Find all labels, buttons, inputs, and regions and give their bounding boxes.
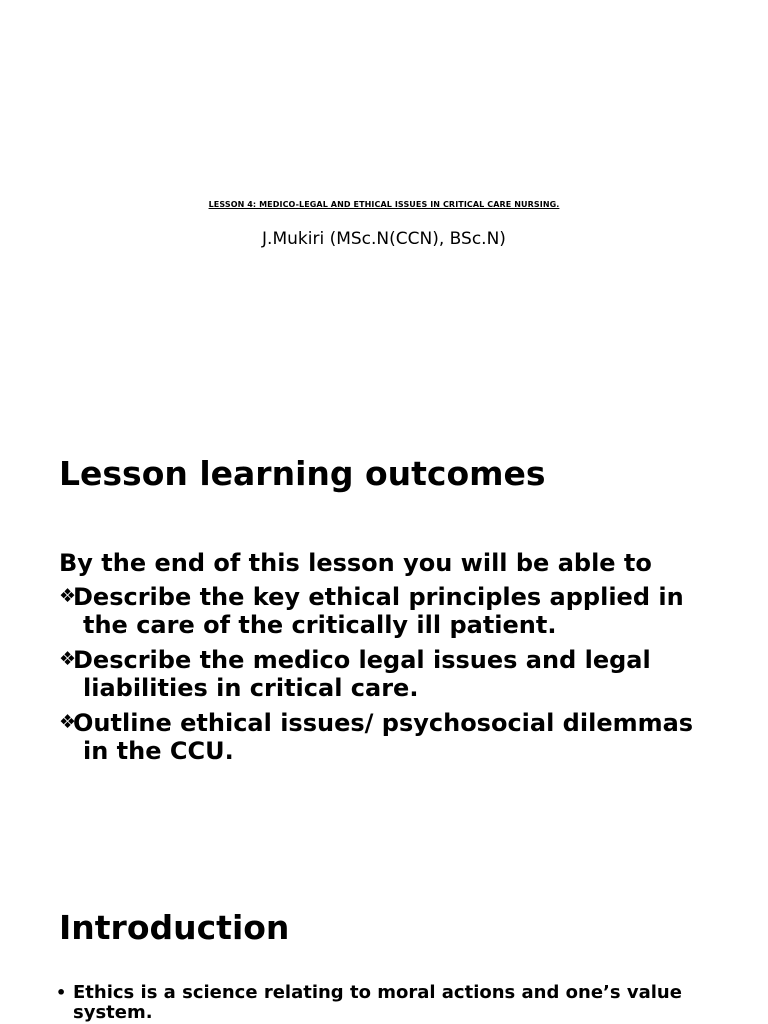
bullet-item [56, 983, 696, 1023]
outcome-text: Describe the key ethical principles applied in the care of the critically ill patient. [73, 583, 684, 639]
introduction-bullets [56, 983, 696, 1023]
outcome-item [59, 710, 719, 765]
introduction-heading: Introduction [59, 908, 290, 947]
outcomes-list [59, 584, 719, 773]
diamond-bullet-icon: ❖ [59, 648, 77, 670]
bullet-dot-icon: • [56, 983, 67, 1002]
outcomes-heading: Lesson learning outcomes [59, 454, 546, 493]
diamond-bullet-icon: ❖ [59, 711, 77, 733]
outcomes-slide [0, 430, 768, 870]
outcome-item [59, 584, 719, 639]
introduction-slide [0, 870, 768, 1024]
lesson-title: LESSON 4: MEDICO-LEGAL AND ETHICAL ISSUES IN CRITICAL CARE NURSING. [208, 200, 560, 209]
diamond-bullet-icon: ❖ [59, 585, 77, 607]
outcome-text: Describe the medico legal issues and legal liabilities in critical care. [73, 646, 651, 702]
outcome-text: Outline ethical issues/ psychosocial dilemmas in the CCU. [73, 709, 694, 765]
bullet-text: Ethics is a science relating to moral actions and one’s value system. [73, 982, 682, 1023]
author-credit: J.Mukiri (MSc.N(CCN), BSc.N) [262, 229, 506, 249]
outcome-item [59, 647, 719, 702]
outcomes-intro: By the end of this lesson you will be able to [59, 549, 652, 577]
title-slide [0, 0, 768, 430]
